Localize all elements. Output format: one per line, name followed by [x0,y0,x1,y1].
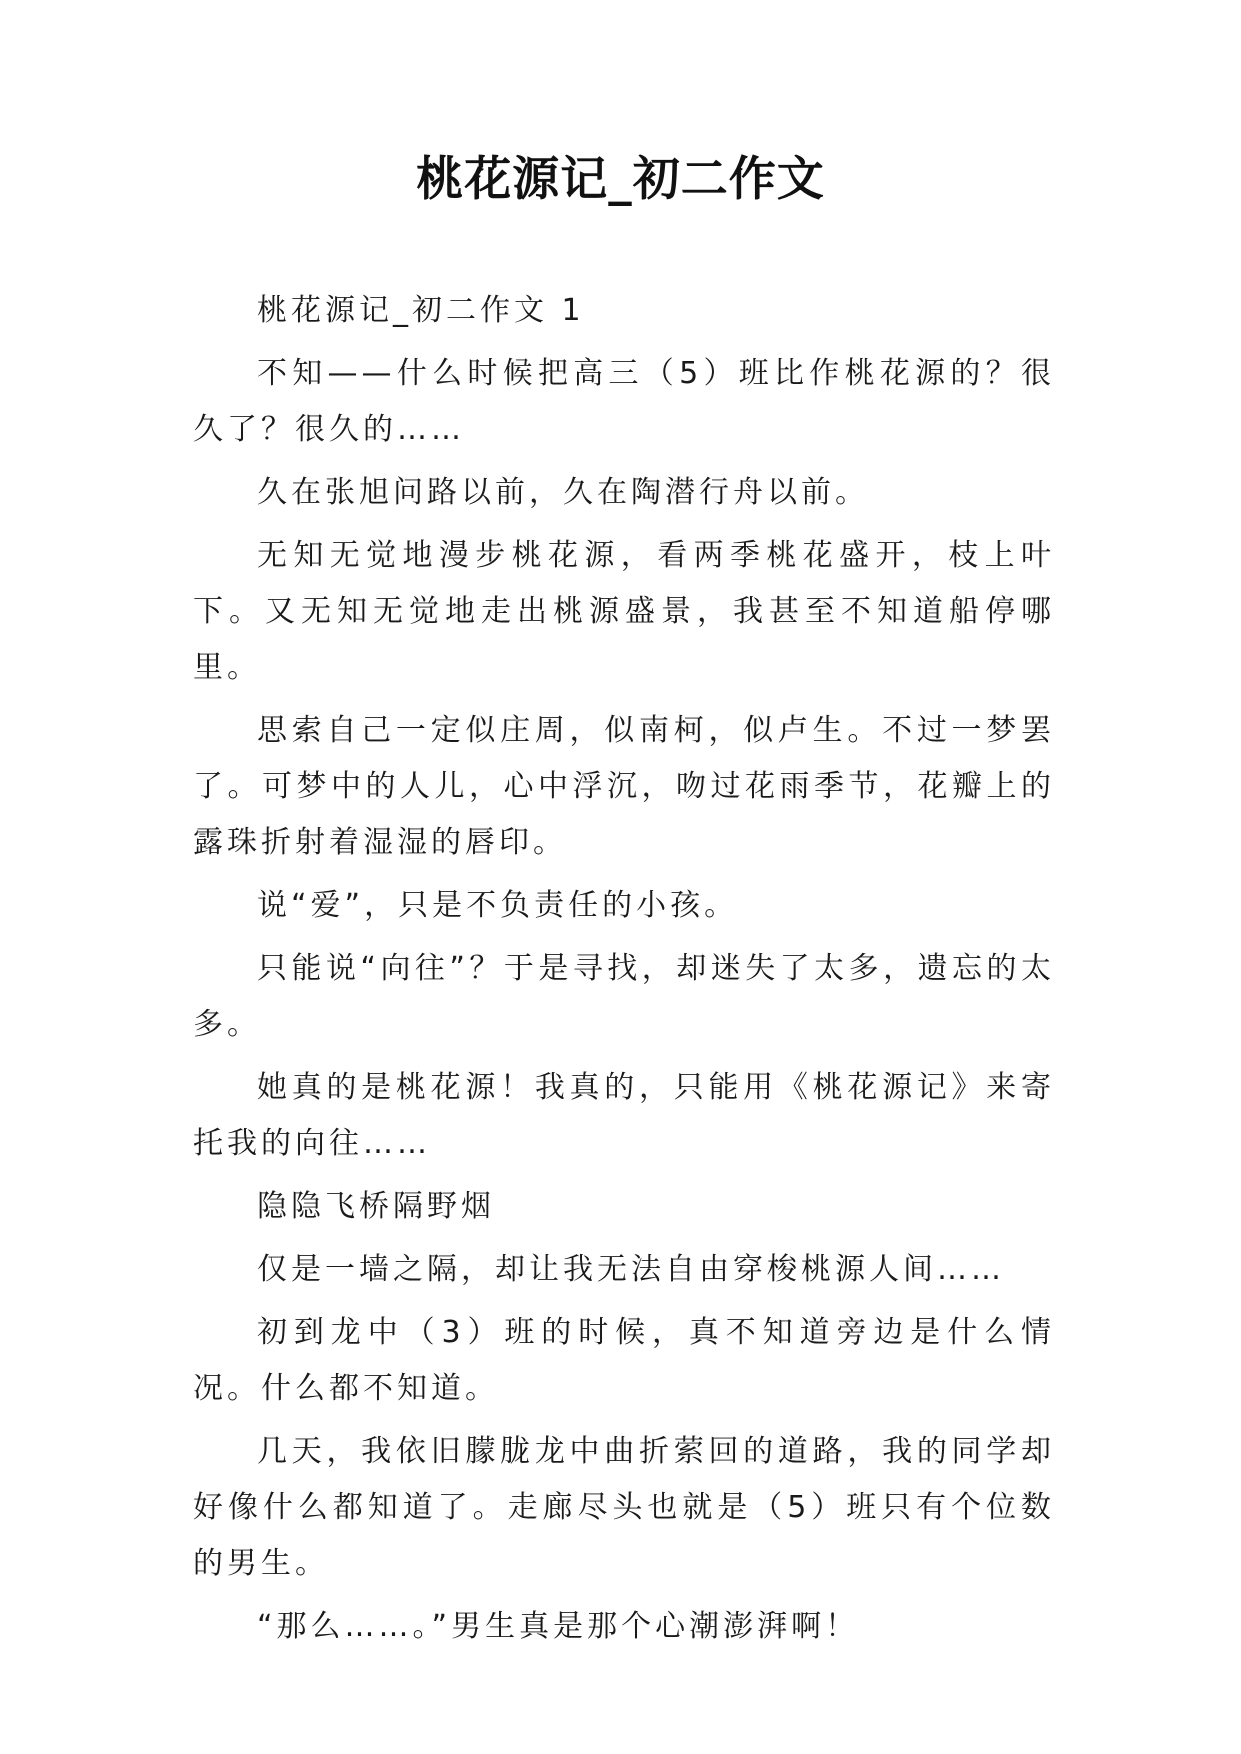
paragraph-8: 她真的是桃花源！我真的，只能用《桃花源记》来寄托我的向往…… [193,1070,1055,1161]
paragraph-9: 隐隐飞桥隔野烟 [257,1189,495,1224]
document-title: 桃花源记_初二作文 [416,152,825,207]
paragraph-4: 无知无觉地漫步桃花源，看两季桃花盛开，枝上叶下。又无知无觉地走出桃源盛景，我甚至不知道船停哪里。 [193,538,1055,685]
paragraph-10: 仅是一墙之隔，却让我无法自由穿梭桃源人间…… [257,1252,1005,1287]
paragraph-3: 久在张旭问路以前，久在陶潜行舟以前。 [257,475,869,510]
paragraph-2: 不知——什么时候把高三（5）班比作桃花源的？很久了？很久的…… [193,356,1055,447]
paragraph-6: 说“爱”，只是不负责任的小孩。 [257,888,739,923]
paragraph-13: “那么……。”男生真是那个心潮澎湃啊！ [257,1609,860,1644]
paragraph-1: 桃花源记_初二作文 1 [257,293,585,328]
paragraph-7: 只能说“向往”？于是寻找，却迷失了太多，遗忘的太多。 [193,951,1055,1042]
paragraph-12: 几天，我依旧朦胧龙中曲折萦回的道路，我的同学却好像什么都知道了。走廊尽头也就是（5）班只有个位数的男生。 [193,1434,1055,1581]
document-body [193,283,1055,1662]
paragraph-11: 初到龙中（3）班的时候，真不知道旁边是什么情况。什么都不知道。 [193,1315,1055,1406]
paragraph-5: 思索自己一定似庄周，似南柯，似卢生。不过一梦罢了。可梦中的人儿，心中浮沉，吻过花雨季节，花瓣上的露珠折射着湿湿的唇印。 [193,713,1055,860]
